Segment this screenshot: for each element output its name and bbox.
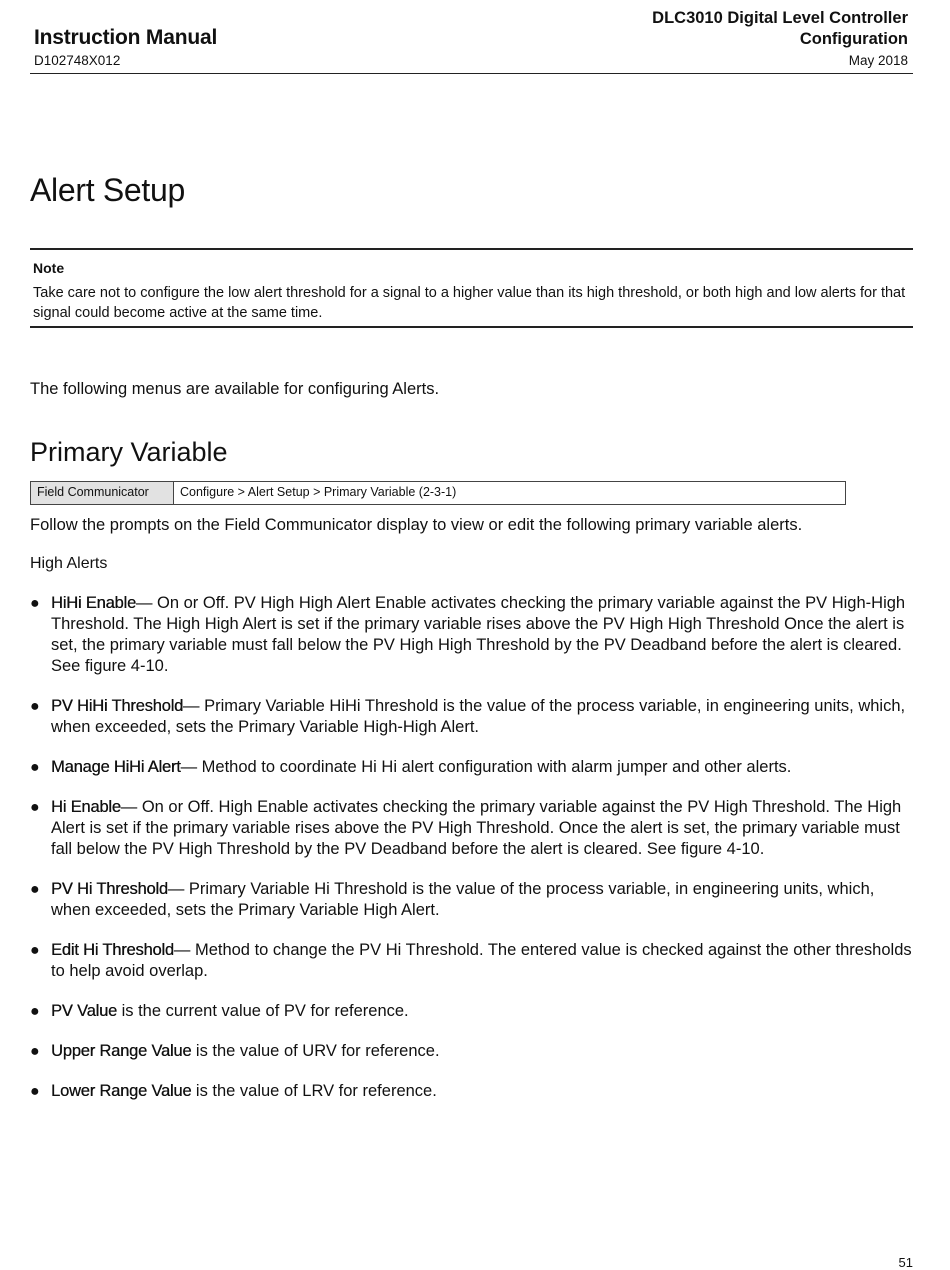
term: Lower Range Value xyxy=(51,1082,192,1100)
term: PV HiHi Threshold xyxy=(51,697,184,715)
term: HiHi Enable xyxy=(51,594,136,612)
bullet-icon: ● xyxy=(30,799,40,816)
bullet-icon: ● xyxy=(30,698,40,715)
field-communicator-label: Field Communicator xyxy=(31,482,174,504)
bullet-icon: ● xyxy=(30,759,40,776)
description: is the value of LRV for reference. xyxy=(191,1082,437,1100)
term: Manage HiHi Alert xyxy=(51,758,181,776)
menu-path: Configure > Alert Setup > Primary Variable (2-3-1) xyxy=(180,485,457,499)
alert-list xyxy=(30,593,913,1121)
description: is the current value of PV for reference. xyxy=(116,1002,409,1020)
page-number: 51 xyxy=(898,1255,913,1270)
term: Hi Enable xyxy=(51,798,121,816)
bullet-icon: ● xyxy=(30,595,40,612)
product-name: DLC3010 Digital Level Controller xyxy=(652,9,908,27)
document-number: D102748X012 xyxy=(34,53,121,68)
intro-text: The following menus are available for configuring Alerts. xyxy=(30,380,440,398)
bullet-icon: ● xyxy=(30,1043,40,1060)
list-item xyxy=(30,757,913,778)
publication-date: May 2018 xyxy=(848,53,908,68)
bullet-icon: ● xyxy=(30,942,40,959)
list-item xyxy=(30,797,913,860)
field-communicator-path-box xyxy=(30,481,846,505)
term: Upper Range Value xyxy=(51,1042,192,1060)
note-title: Note xyxy=(33,260,65,276)
prompt-text: Follow the prompts on the Field Communicator display to view or edit the following primary variable alerts. xyxy=(30,516,803,534)
list-item xyxy=(30,1001,913,1022)
description: — On or Off. High Enable activates checking the primary variable against the PV High Threshold. The High Alert is set if the primary variable rises above the PV High Threshold. Once the alert is set, the primary variable must fall below the PV High Threshold by the PV Deadband before the alert is cleared. See figure 4-10. xyxy=(51,798,902,858)
description: — Method to coordinate Hi Hi alert configuration with alarm jumper and other alerts. xyxy=(180,758,792,776)
description: is the value of URV for reference. xyxy=(191,1042,440,1060)
term: Edit Hi Threshold xyxy=(51,941,174,959)
chapter-name: Configuration xyxy=(799,30,908,48)
subsection-title: Primary Variable xyxy=(30,437,228,467)
description: — Primary Variable Hi Threshold is the value of the process variable, in engineering units, which, when exceeded, sets the Primary Variable High Alert. xyxy=(51,880,875,919)
bullet-icon: ● xyxy=(30,881,40,898)
list-item xyxy=(30,1041,913,1062)
section-title: Alert Setup xyxy=(30,172,186,208)
product-heading xyxy=(652,8,908,50)
list-item xyxy=(30,696,913,738)
list-item xyxy=(30,593,913,677)
list-item xyxy=(30,879,913,921)
term: PV Value xyxy=(51,1002,117,1020)
description: — Method to change the PV Hi Threshold. The entered value is checked against the other thresholds to help avoid overlap. xyxy=(51,941,912,980)
note-text: Take care not to configure the low alert threshold for a signal to a higher value than its high threshold, or both high and low alerts for that signal could become active at the same time. xyxy=(33,285,906,321)
list-item xyxy=(30,1081,913,1102)
list-item xyxy=(30,940,913,982)
note-box xyxy=(30,248,913,328)
high-alerts-heading: High Alerts xyxy=(30,555,108,572)
description: — Primary Variable HiHi Threshold is the value of the process variable, in engineering units, which, when exceeded, sets the Primary Variable High-High Alert. xyxy=(51,697,906,736)
bullet-icon: ● xyxy=(30,1083,40,1100)
bullet-icon: ● xyxy=(30,1003,40,1020)
header-divider xyxy=(30,73,913,74)
description: — On or Off. PV High High Alert Enable activates checking the primary variable against the PV High-High Threshold. The High High Alert is set if the primary variable rises above the PV High High Threshold Once the alert is set, the primary variable must fall below the PV High High Threshold by the PV Deadband before the alert is cleared. See figure 4-10. xyxy=(51,594,906,675)
term: PV Hi Threshold xyxy=(51,880,168,898)
manual-title: Instruction Manual xyxy=(34,26,218,49)
